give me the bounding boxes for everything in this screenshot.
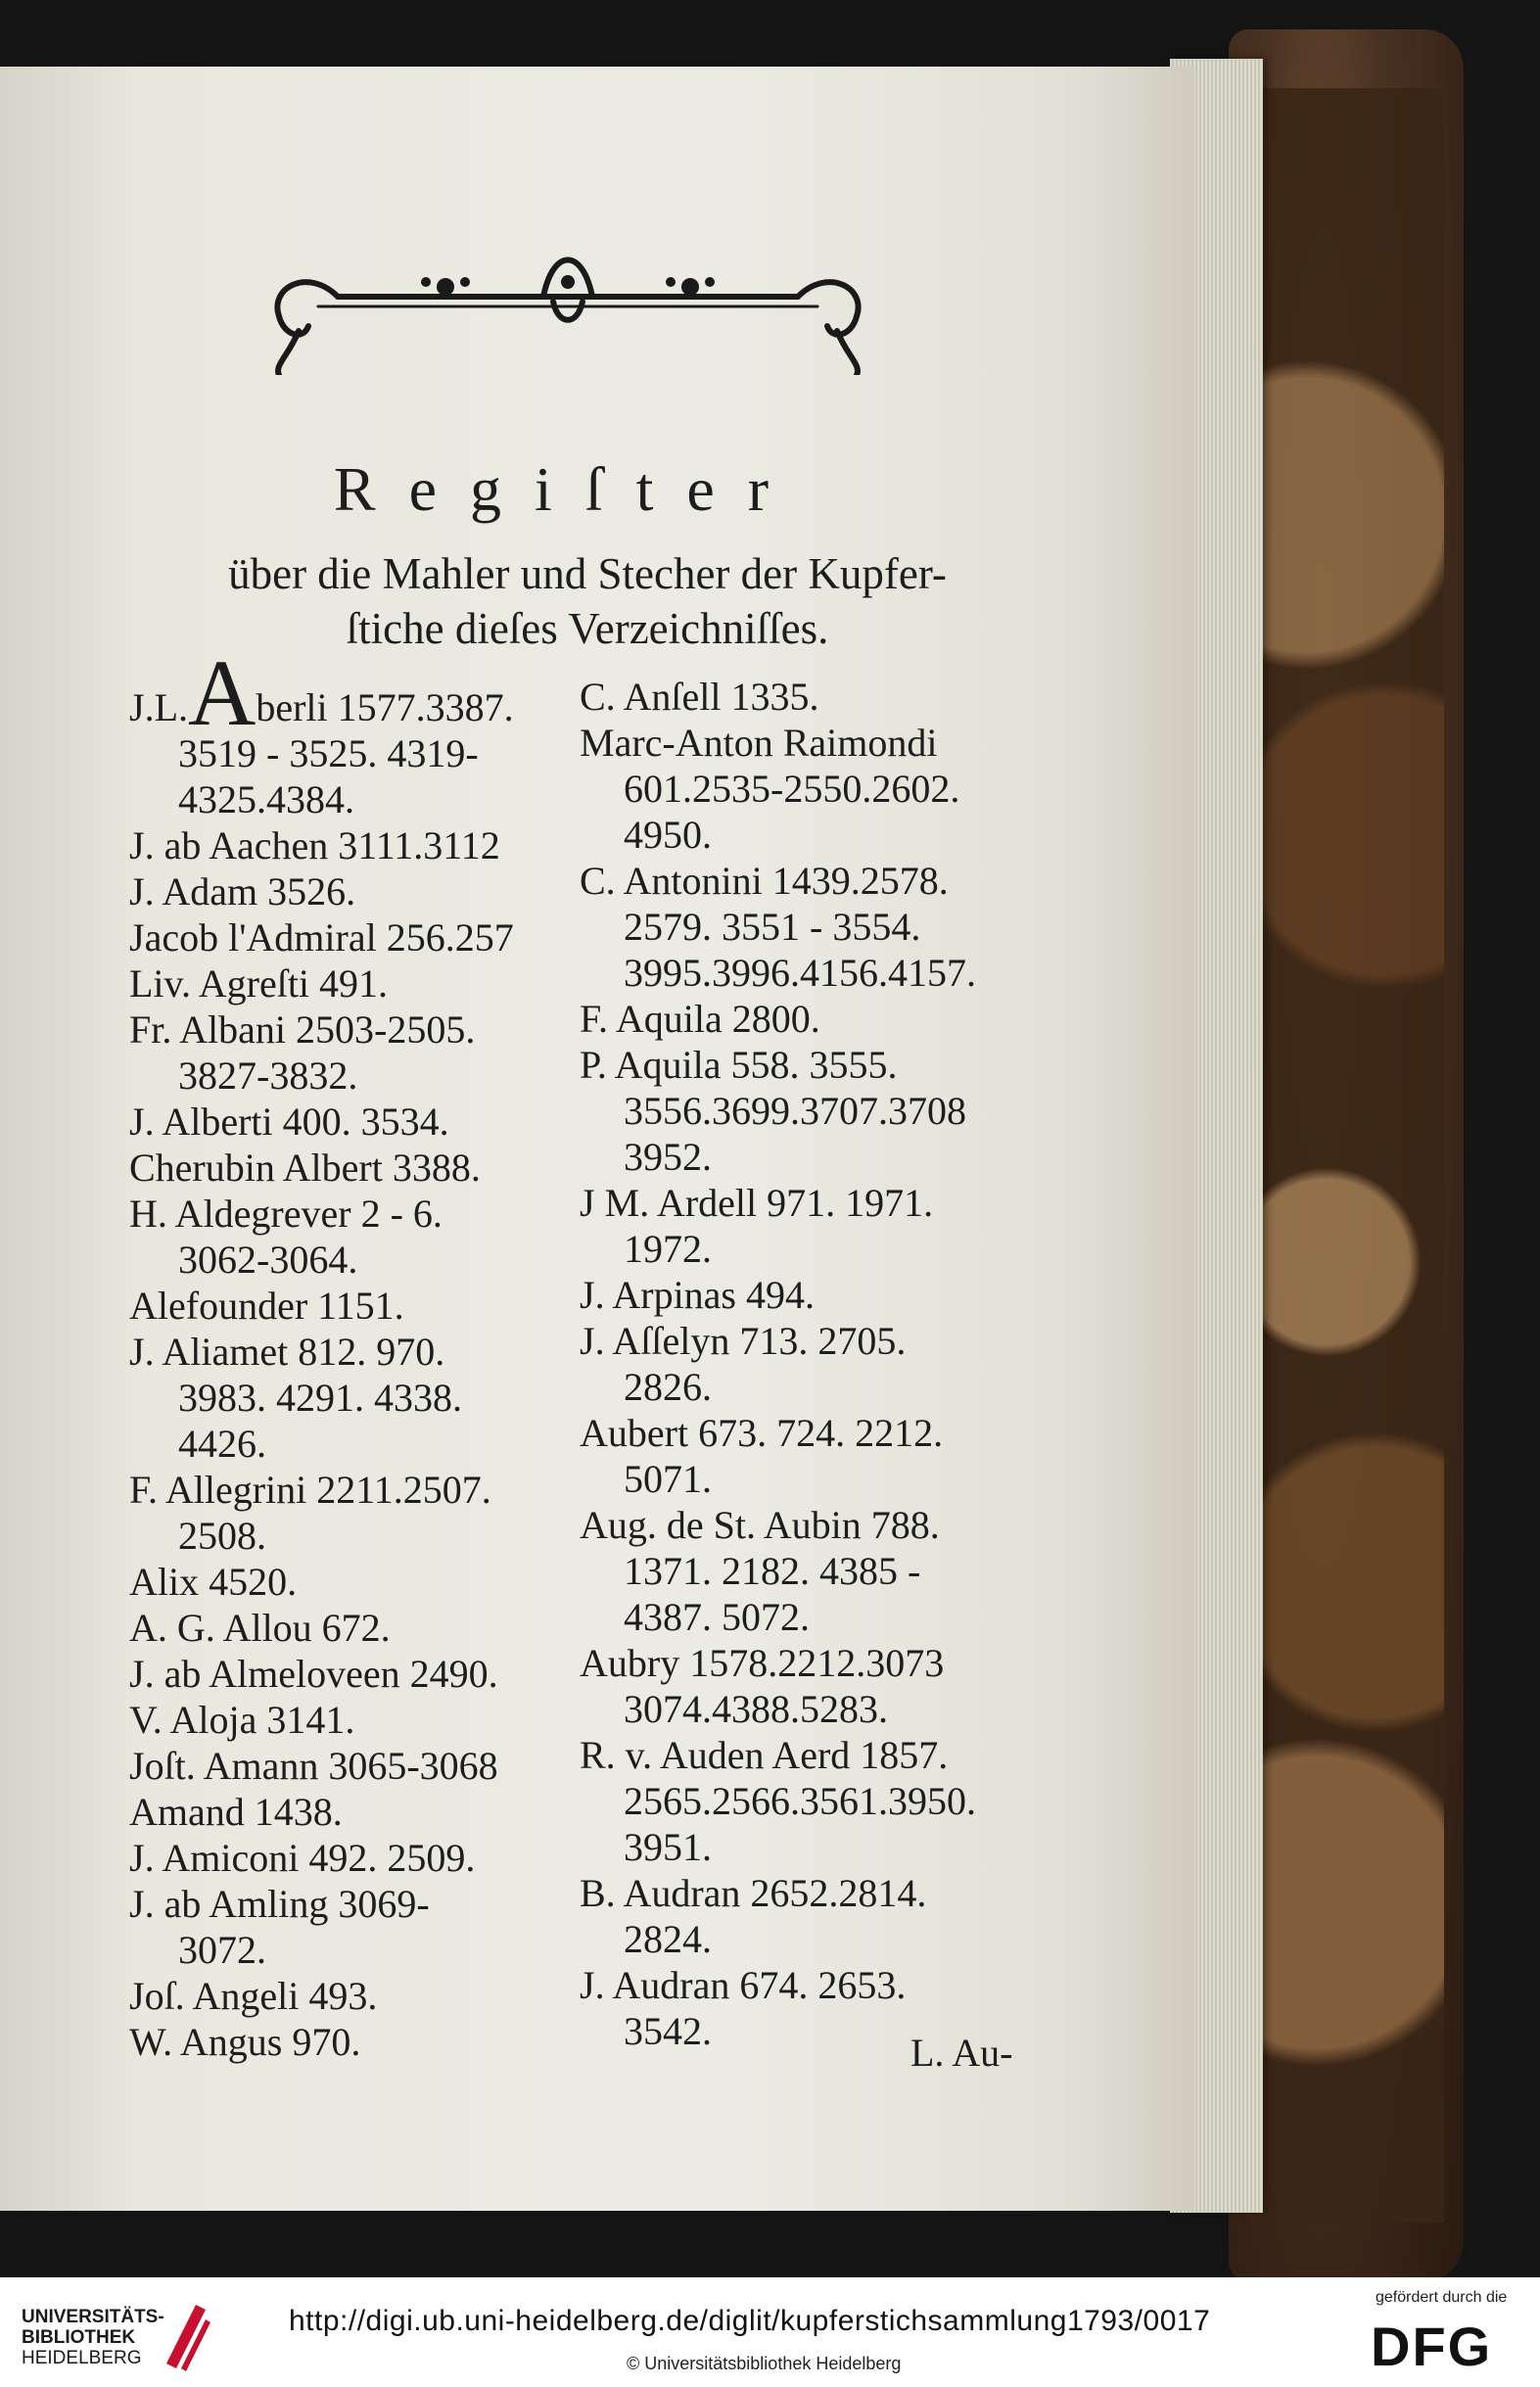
initial-letter: A <box>188 640 257 745</box>
register-entry <box>580 950 1020 996</box>
entry-text: A. G. Allou 672. <box>129 1606 391 1650</box>
entry-text: J. Audran 674. 2653. <box>580 1963 907 2007</box>
register-entry <box>580 1410 1020 1456</box>
register-entry <box>580 904 1020 950</box>
register-entry <box>129 868 589 914</box>
register-entry <box>580 1134 1020 1180</box>
dfg-logo: DFG <box>1371 2316 1493 2377</box>
register-entry <box>129 1145 589 1191</box>
entry-text: Amand 1438. <box>129 1790 343 1834</box>
entry-text: F. Allegrini 2211.2507. <box>129 1468 491 1512</box>
entry-text: 3827-3832. <box>178 1053 358 1098</box>
library-line: UNIVERSITÄTS- <box>22 2307 164 2327</box>
register-entry <box>129 1053 589 1099</box>
entry-text: 3062-3064. <box>178 1238 358 1282</box>
register-entry <box>129 1881 589 1927</box>
register-entry <box>580 858 1020 904</box>
entry-text: J. Aſſelyn 713. 2705. <box>580 1319 907 1363</box>
entry-text: Fr. Albani 2503-2505. <box>129 1007 476 1052</box>
entry-text: W. Angus 970. <box>129 2020 361 2064</box>
subtitle-line: ſtiche dieſes Verzeichniſſes. <box>346 604 829 653</box>
library-name <box>22 2307 164 2368</box>
entry-text: Alix 4520. <box>129 1560 298 1604</box>
register-entry <box>129 640 589 745</box>
register-entry <box>580 1318 1020 1364</box>
register-entry <box>580 1824 1020 1870</box>
register-entry <box>580 720 1020 766</box>
register-entry <box>580 1272 1020 1318</box>
register-entry <box>129 1421 589 1467</box>
entry-text: 4426. <box>178 1422 266 1466</box>
entry-text: 2565.2566.3561.3950. <box>624 1779 976 1823</box>
entry-text: F. Aquila 2800. <box>580 997 820 1041</box>
register-left-column <box>129 640 589 2065</box>
entry-text: 3983. 4291. 4338. <box>178 1376 462 1420</box>
entry-text: 3951. <box>624 1825 712 1869</box>
copyright-text: © Universitätsbibliothek Heidelberg <box>627 2354 902 2373</box>
register-entry <box>129 822 589 868</box>
entry-text: Jacob l'Admiral 256.257 <box>129 915 514 959</box>
entry-text: Liv. Agreſti 491. <box>129 961 389 1006</box>
entry-text: J. Amiconi 492. 2509. <box>129 1836 476 1880</box>
ornament-icon <box>259 228 876 375</box>
book-page <box>0 67 1194 2211</box>
entry-text: Alefounder 1151. <box>129 1284 404 1328</box>
funded-by-text: gefördert durch die <box>1376 2289 1508 2306</box>
entry-text: J. Arpinas 494. <box>580 1273 815 1317</box>
entry-text: 4950. <box>624 813 712 857</box>
catchword: L. Au- <box>910 2031 1013 2075</box>
register-entry <box>580 1916 1020 1962</box>
viewer-footer <box>0 2277 1540 2387</box>
library-line: HEIDELBERG <box>22 2348 142 2368</box>
register-entry <box>580 1502 1020 1548</box>
entry-text: 2824. <box>624 1917 712 1961</box>
register-entry <box>580 1548 1020 1594</box>
page-title: Regiſter <box>333 454 803 524</box>
library-line: BIBLIOTHEK <box>22 2327 136 2348</box>
register-entry <box>580 1594 1020 1640</box>
entry-text: 3072. <box>178 1928 266 1972</box>
register-entry <box>129 1927 589 1973</box>
register-entry <box>580 674 1020 720</box>
register-entry <box>129 1283 589 1329</box>
register-entry <box>580 1226 1020 1272</box>
register-entry <box>129 2019 589 2065</box>
register-entry <box>580 766 1020 812</box>
entry-text: Joſt. Amann 3065-3068 <box>129 1744 498 1788</box>
entry-text: 1972. <box>624 1227 712 1271</box>
register-entry <box>129 1697 589 1743</box>
register-entry <box>129 1467 589 1513</box>
register-entry <box>129 1973 589 2019</box>
entry-text: 2826. <box>624 1365 712 1409</box>
entry-text: B. Audran 2652.2814. <box>580 1871 927 1915</box>
register-entry <box>580 1870 1020 1916</box>
library-logo-icon <box>157 2295 215 2373</box>
register-entry <box>129 1743 589 1789</box>
register-entry <box>580 996 1020 1042</box>
entry-text: 3074.4388.5283. <box>624 1687 888 1731</box>
register-entry <box>129 730 589 776</box>
entry-text: 2508. <box>178 1514 266 1558</box>
entry-text: 3952. <box>624 1135 712 1179</box>
register-entry <box>129 1513 589 1559</box>
register-entry <box>129 1651 589 1697</box>
entry-text: C. Anſell 1335. <box>580 675 819 719</box>
entry-text: 3519 - 3525. 4319- <box>178 731 479 775</box>
entry-text: Aubry 1578.2212.3073 <box>580 1641 945 1685</box>
entry-text: Aug. de St. Aubin 788. <box>580 1503 940 1547</box>
register-entry <box>129 1006 589 1053</box>
register-entry <box>129 1559 589 1605</box>
entry-text: P. Aquila 558. 3555. <box>580 1043 898 1087</box>
entry-text: J. Aliamet 812. 970. <box>129 1330 445 1374</box>
entry-text: 3542. <box>624 2009 712 2053</box>
permalink-url[interactable]: http://digi.ub.uni-heidelberg.de/diglit/kupferstichsammlung1793/0017 <box>289 2305 1211 2337</box>
entry-text: 3995.3996.4156.4157. <box>624 951 976 995</box>
register-entry <box>129 1375 589 1421</box>
entry-text: J. ab Almeloveen 2490. <box>129 1652 498 1696</box>
entry-text: R. v. Auden Aerd 1857. <box>580 1733 949 1777</box>
register-entry <box>580 1778 1020 1824</box>
register-entry <box>580 1180 1020 1226</box>
register-entry <box>580 1962 1020 2008</box>
book-binding <box>1229 29 1464 2281</box>
entry-text: Joſ. Angeli 493. <box>129 1974 378 2018</box>
entry-text: J. ab Amling 3069- <box>129 1882 430 1926</box>
register-entry <box>580 1456 1020 1502</box>
entry-text: C. Antonini 1439.2578. <box>580 859 949 903</box>
register-entry <box>129 1835 589 1881</box>
entry-text: J. Adam 3526. <box>129 869 356 913</box>
register-entry <box>580 1042 1020 1088</box>
entry-text: 601.2535-2550.2602. <box>624 767 960 811</box>
entry-text: 4387. 5072. <box>624 1595 810 1639</box>
register-entry <box>129 1329 589 1375</box>
subtitle-line: über die Mahler und Stecher der Kupfer- <box>228 549 947 598</box>
register-entry <box>580 1686 1020 1732</box>
register-entry <box>580 1732 1020 1778</box>
register-entry <box>129 914 589 960</box>
entry-text: Marc-Anton Raimondi <box>580 721 938 765</box>
register-entry <box>580 812 1020 858</box>
entry-text: 4325.4384. <box>178 777 354 821</box>
entry-text: J. Alberti 400. 3534. <box>129 1100 449 1144</box>
entry-text: J. ab Aachen 3111.3112 <box>129 823 500 867</box>
register-right-column <box>580 674 1020 2054</box>
entry-text: 3556.3699.3707.3708 <box>624 1089 966 1133</box>
register-entry <box>129 960 589 1006</box>
entry-text: 1371. 2182. 4385 - <box>624 1549 921 1593</box>
register-entry <box>129 1099 589 1145</box>
register-entry <box>129 1191 589 1237</box>
entry-prefix: J.L. <box>129 685 188 729</box>
entry-text: V. Aloja 3141. <box>129 1698 355 1742</box>
register-entry <box>129 1605 589 1651</box>
register-entry <box>129 776 589 822</box>
entry-text: Aubert 673. 724. 2212. <box>580 1411 944 1455</box>
entry-text: berli 1577.3387. <box>256 685 514 729</box>
entry-text: J M. Ardell 971. 1971. <box>580 1181 934 1225</box>
register-entry <box>580 1364 1020 1410</box>
entry-text: 5071. <box>624 1457 712 1501</box>
register-entry <box>580 1088 1020 1134</box>
register-entry <box>129 1789 589 1835</box>
entry-text: 2579. 3551 - 3554. <box>624 905 921 949</box>
entry-text: H. Aldegrever 2 - 6. <box>129 1192 443 1236</box>
register-entry <box>580 1640 1020 1686</box>
register-entry <box>129 1237 589 1283</box>
entry-text: Cherubin Albert 3388. <box>129 1146 481 1190</box>
